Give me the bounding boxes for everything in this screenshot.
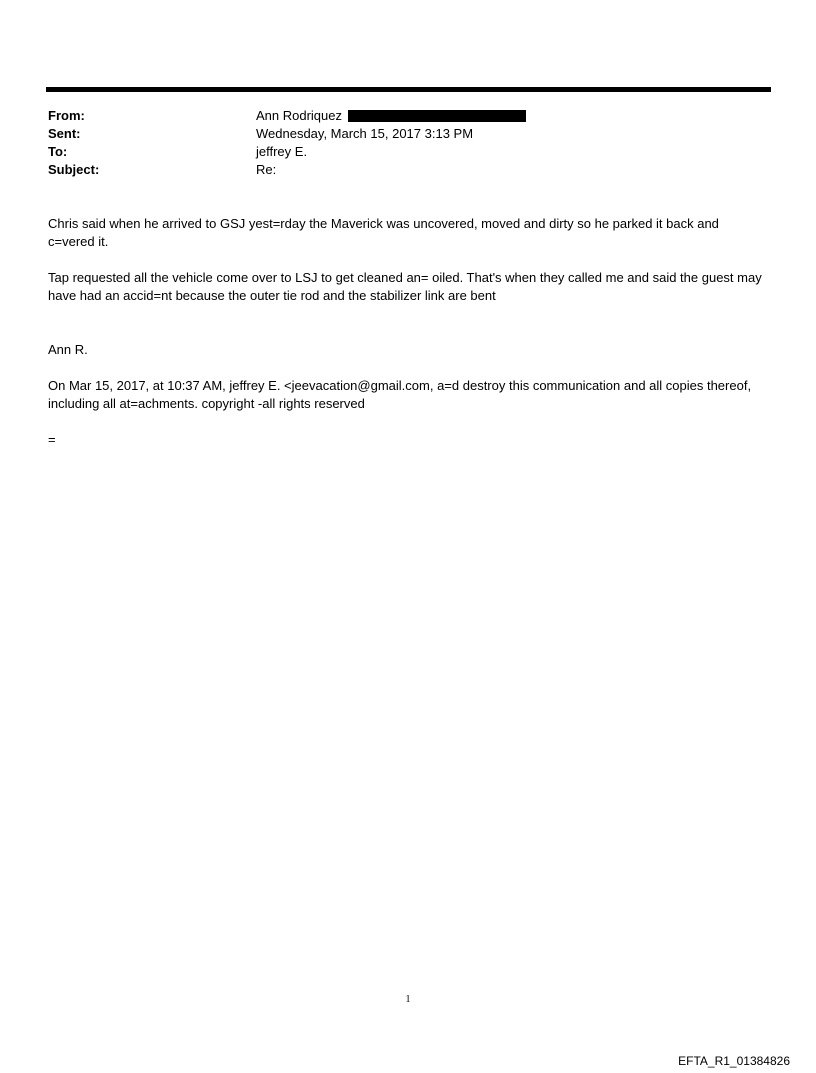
to-value: jeffrey E. [256,144,308,159]
body-paragraph-2: Tap requested all the vehicle come over to LSJ to get cleaned an= oiled. That's when they called me and said the guest may have had an accid=nt because the outer tie rod and the stabilizer link are bent [48,270,762,303]
from-label: From: [48,108,85,123]
email-header [48,107,526,179]
sent-row [48,125,526,143]
quoted-message: On Mar 15, 2017, at 10:37 AM, jeffrey E. <jeevacation@gmail.com, a=d destroy this communication and all copies thereof, including all at=achments. copyright -all rights reserved [48,378,752,411]
body-paragraph-1: Chris said when he arrived to GSJ yest=rday the Maverick was uncovered, moved and dirty so he parked it back and c=vered it. [48,216,719,249]
redaction-bar [348,110,526,122]
sent-value: Wednesday, March 15, 2017 3:13 PM [256,126,474,141]
from-row [48,107,526,125]
email-body [48,215,768,449]
subject-row [48,161,526,179]
subject-value: Re: [256,162,277,177]
from-value [256,107,526,125]
subject-label: Subject: [48,162,100,177]
sent-label: Sent: [48,126,81,141]
header-divider [46,87,771,92]
to-label: To: [48,144,68,159]
page-number: 1 [405,994,411,1005]
signature: Ann R. [48,342,88,357]
document-id: EFTA_R1_01384826 [678,1054,790,1068]
sender-name: Ann Rodriquez [256,108,342,123]
trailing-marker: = [48,432,56,447]
to-row [48,143,526,161]
